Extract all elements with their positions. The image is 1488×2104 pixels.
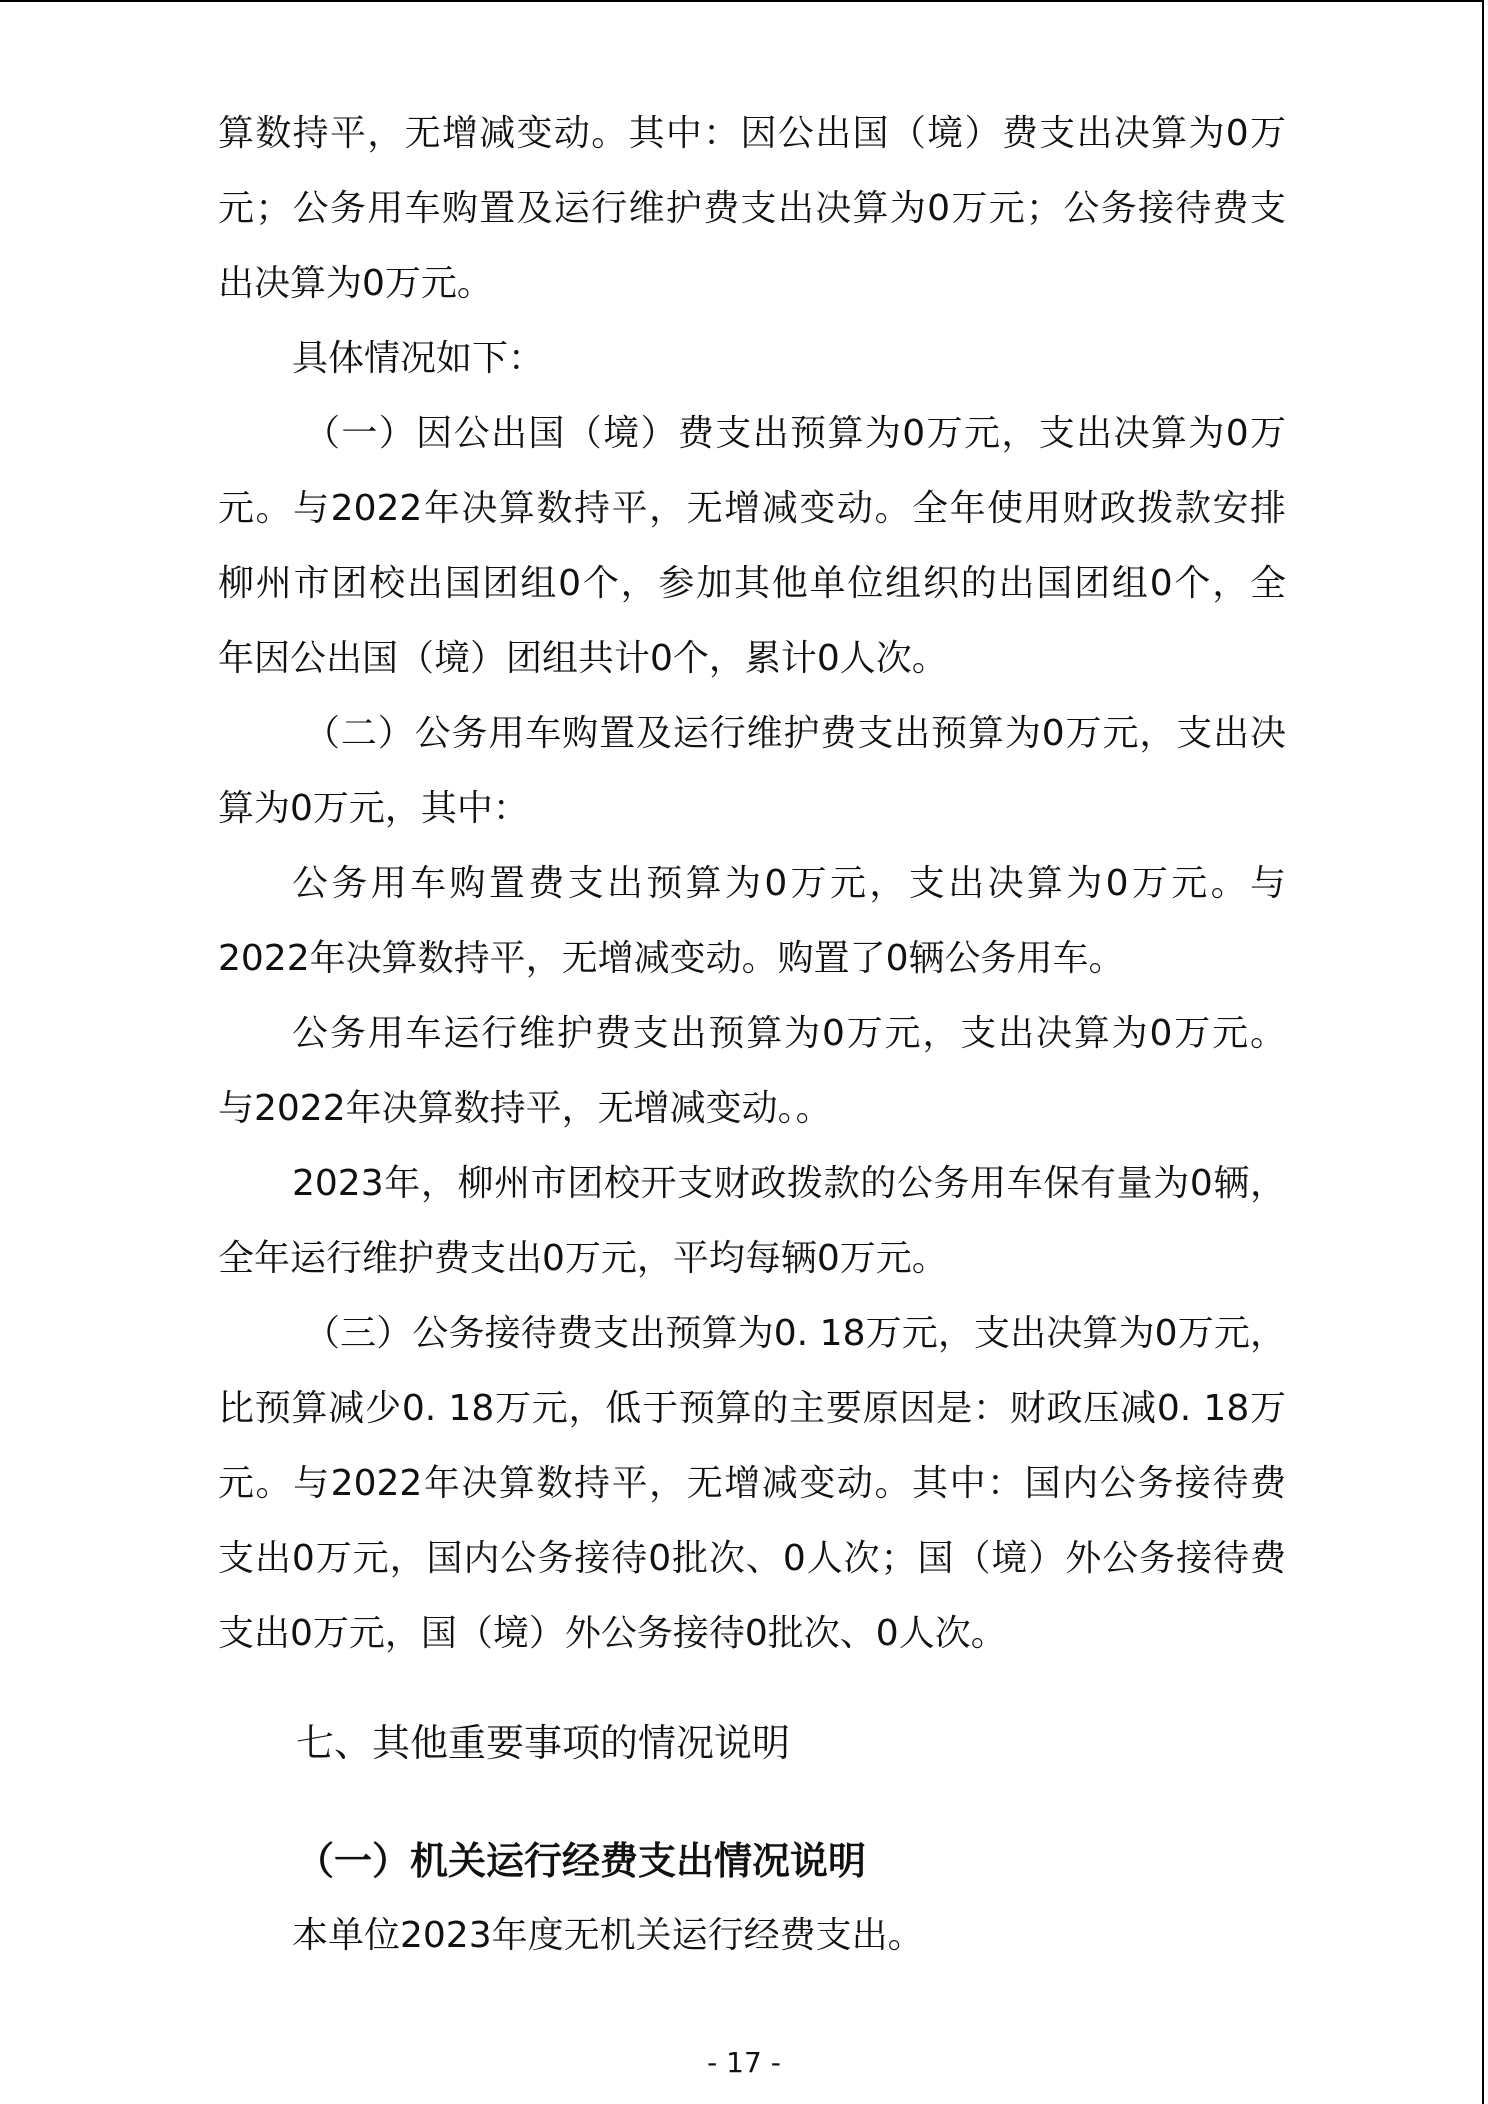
- text-line: 2023年，柳州市团校开支财政拨款的公务用车保有量为0辆，: [292, 1163, 1286, 1204]
- subsection-title: （一）机关运行经费支出情况说明: [296, 1839, 867, 1883]
- text-line: 支出0万元，国内公务接待0批次、0人次；国（境）外公务接待费: [218, 1538, 1286, 1579]
- text-line: （二）公务用车购置及运行维护费支出预算为0万元，支出决: [304, 713, 1286, 754]
- text-line: 算为0万元，其中：: [218, 788, 529, 829]
- text-line: 出决算为0万元。: [218, 263, 493, 304]
- text-line: 公务用车购置费支出预算为0万元，支出决算为0万元。与: [292, 863, 1286, 904]
- text-line: 年因公出国（境）团组共计0个，累计0人次。: [218, 638, 948, 679]
- text-line: 全年运行维护费支出0万元，平均每辆0万元。: [218, 1238, 948, 1279]
- section-title: 七、其他重要事项的情况说明: [296, 1721, 791, 1765]
- text-line: 元；公务用车购置及运行维护费支出决算为0万元；公务接待费支: [218, 188, 1286, 229]
- text-line: 公务用车运行维护费支出预算为0万元，支出决算为0万元。: [292, 1013, 1286, 1054]
- text-line: 算数持平，无增减变动。其中：因公出国（境）费支出决算为0万: [218, 113, 1286, 154]
- text-line: 柳州市团校出国团组0个，参加其他单位组织的出国团组0个，全: [218, 563, 1286, 604]
- document-body: [218, 96, 1286, 1671]
- text-line: 支出0万元，国（境）外公务接待0批次、0人次。: [218, 1613, 1007, 1654]
- text-line: （一）因公出国（境）费支出预算为0万元，支出决算为0万: [304, 413, 1286, 454]
- text-line: （三）公务接待费支出预算为0. 18万元，支出决算为0万元，: [304, 1313, 1286, 1354]
- text-line: 元。与2022年决算数持平，无增减变动。其中：国内公务接待费: [218, 1463, 1286, 1504]
- text-line: 具体情况如下：: [292, 338, 545, 379]
- page-number: - 17 -: [707, 2046, 781, 2079]
- final-statement: 本单位2023年度无机关运行经费支出。: [292, 1915, 924, 1956]
- text-line: 与2022年决算数持平，无增减变动。。: [218, 1088, 832, 1129]
- text-line: 比预算减少0. 18万元，低于预算的主要原因是：财政压减0. 18万: [218, 1388, 1286, 1429]
- text-line: 元。与2022年决算数持平，无增减变动。全年使用财政拨款安排: [218, 488, 1286, 529]
- text-line: 2022年决算数持平，无增减变动。购置了0辆公务用车。: [218, 938, 1125, 979]
